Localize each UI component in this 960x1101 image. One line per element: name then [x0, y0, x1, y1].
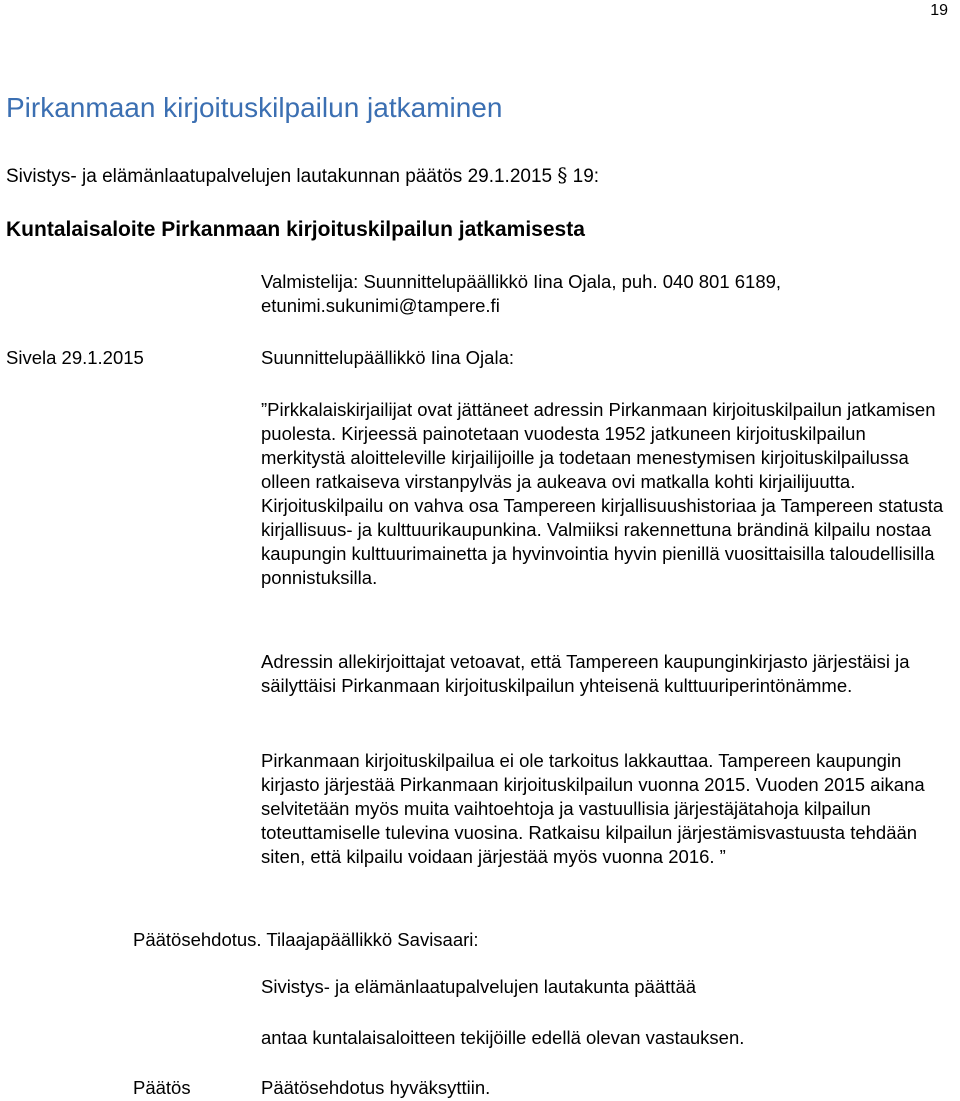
section-number: 19: [572, 166, 600, 187]
decision-reference [6, 162, 599, 190]
board-decision-line: Sivistys- ja elämänlaatupalvelujen lautakunta päättää [261, 976, 697, 997]
section-symbol: § [557, 163, 568, 187]
quote-paragraph-1: ”Pirkkalaiskirjailijat ovat jättäneet adressin Pirkanmaan kirjoituskilpailun jatkamisen puolesta. Kirjeessä painotetaan vuodesta 1952 jatkuneen kirjoituskilpailun merkitystä aloitteleville kirjailijoille ja todetaan menestymisen kirjoituskilpailussa olleen ratkaiseva virstanpylväs ja aukeava ovi matkalla kohti kirjailijuutta. Kirjoituskilpailu on vahva osa Tampereen kirjallisuushistoriaa ja Tampereen statusta kirjallisuus- ja kulttuurikaupunkina. Valmiiksi rakennettuna brändinä kilpailu nostaa kaupungin kulttuurimainetta ja hyvinvointia hyvin pienillä vuosittaisilla taloudellisilla ponnistuksilla. [261, 399, 944, 588]
decision-text: Päätösehdotus hyväksyttiin. [261, 1077, 491, 1098]
meeting-label: Sivela 29.1.2015 [6, 347, 144, 368]
decision-reference-text: Sivistys- ja elämänlaatupalvelujen lautakunnan päätös 29.1.2015 [6, 166, 553, 187]
proposal-label: Päätösehdotus. Tilaajapäällikkö Savisaari: [133, 929, 479, 950]
preparer-info: Valmistelija: Suunnittelupäällikkö Iina Ojala, puh. 040 801 6189, etunimi.sukunimi@tampere.fi [261, 271, 782, 316]
page-title: Pirkanmaan kirjoituskilpailun jatkaminen [6, 92, 503, 123]
quote-paragraph-3: Pirkanmaan kirjoituskilpailua ei ole tarkoitus lakkauttaa. Tampereen kaupungin kirjasto järjestää Pirkanmaan kirjoituskilpailun vuonna 2015. Vuoden 2015 aikana selvitetään myös muita vaihtoehtoja ja vastuullisia järjestäjätahoja kilpailun toteuttamiselle tulevina vuosina. Ratkaisu kilpailun järjestämisvastuusta tehdään siten, että kilpailu voidaan järjestää myös vuonna 2016. ” [261, 750, 925, 867]
quote-paragraph-2: Adressin allekirjoittajat vetoavat, että Tampereen kaupunginkirjasto järjestäisi ja säilyttäisi Pirkanmaan kirjoituskilpailun yhteisenä kulttuuriperintönämme. [261, 651, 910, 696]
subject-heading: Kuntalaisaloite Pirkanmaan kirjoituskilpailun jatkamisesta [6, 218, 585, 241]
answer-line: antaa kuntalaisaloitteen tekijöille edellä olevan vastauksen. [261, 1027, 745, 1048]
page-number: 19 [930, 2, 948, 19]
decision-label: Päätös [133, 1077, 191, 1098]
speaker-label: Suunnittelupäällikkö Iina Ojala: [261, 347, 514, 368]
